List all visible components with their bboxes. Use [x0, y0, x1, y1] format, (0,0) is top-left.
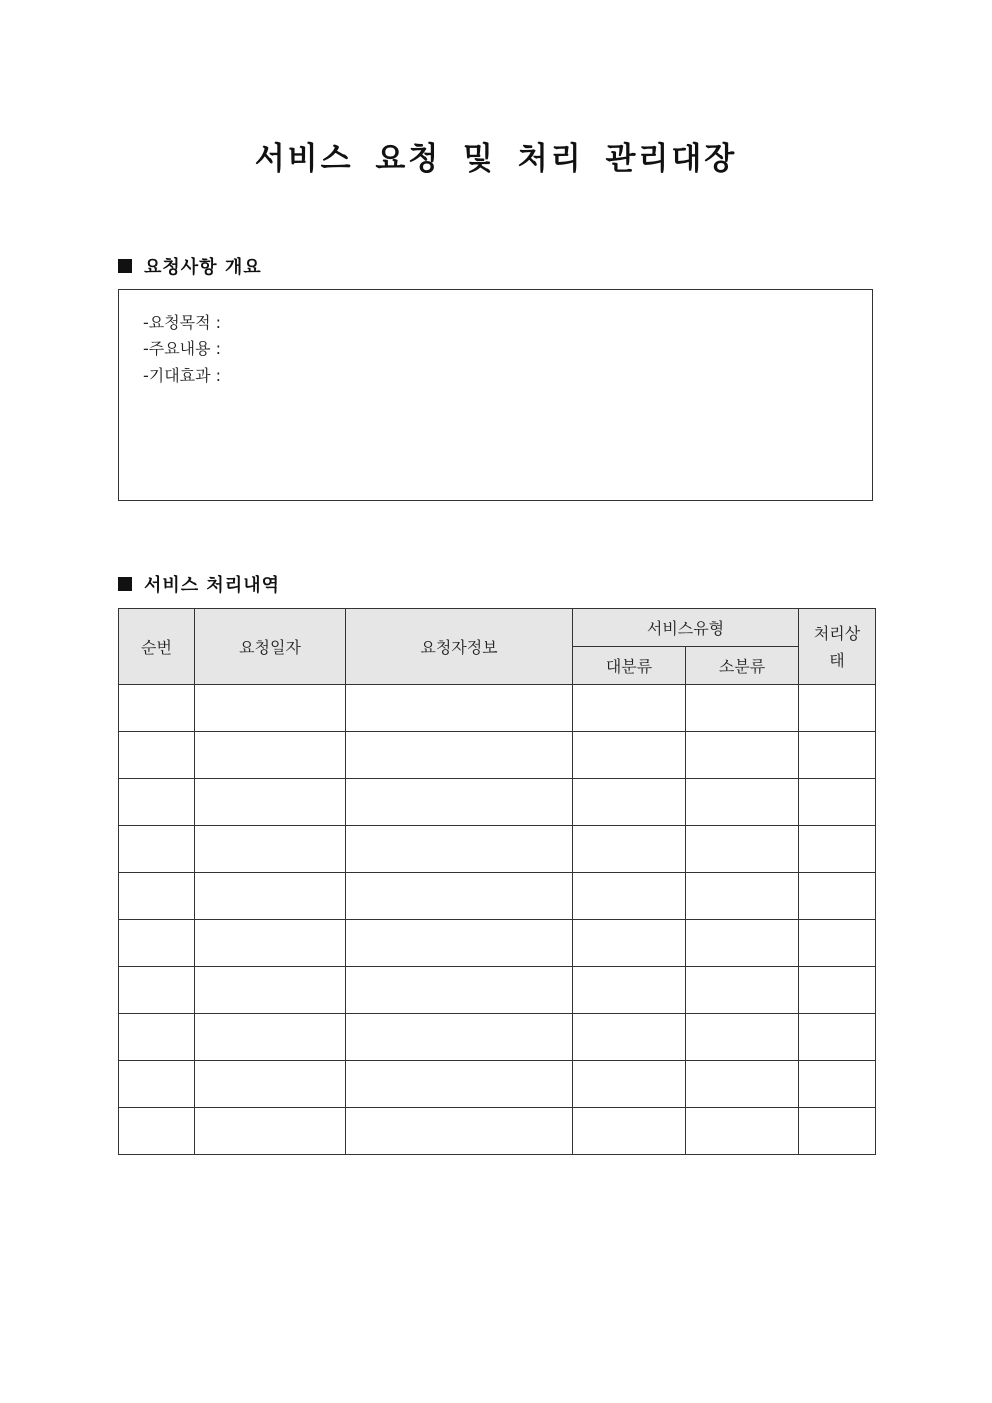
cell-status[interactable]: [799, 873, 876, 920]
cell-requester-info[interactable]: [346, 873, 573, 920]
cell-requester-info[interactable]: [346, 967, 573, 1014]
header-major-category: 대분류: [573, 647, 686, 685]
page-title: 서비스 요청 및 처리 관리대장: [254, 141, 738, 177]
cell-requester-info[interactable]: [346, 826, 573, 873]
cell-status[interactable]: [799, 1108, 876, 1155]
cell-seq[interactable]: [119, 685, 195, 732]
cell-major-category[interactable]: [573, 920, 686, 967]
cell-seq[interactable]: [119, 873, 195, 920]
header-status-line2: 태: [829, 650, 845, 670]
table-row: [119, 873, 876, 920]
cell-major-category[interactable]: [573, 1108, 686, 1155]
cell-status[interactable]: [799, 826, 876, 873]
cell-minor-category[interactable]: [686, 685, 799, 732]
cell-minor-category[interactable]: [686, 1061, 799, 1108]
cell-requester-info[interactable]: [346, 1061, 573, 1108]
cell-minor-category[interactable]: [686, 873, 799, 920]
header-minor-category: 소분류: [686, 647, 799, 685]
cell-requester-info[interactable]: [346, 779, 573, 826]
table-row: [119, 1061, 876, 1108]
cell-requester-info[interactable]: [346, 685, 573, 732]
cell-seq[interactable]: [119, 1061, 195, 1108]
cell-major-category[interactable]: [573, 732, 686, 779]
cell-major-category[interactable]: [573, 685, 686, 732]
cell-seq[interactable]: [119, 826, 195, 873]
cell-seq[interactable]: [119, 732, 195, 779]
cell-seq[interactable]: [119, 967, 195, 1014]
cell-major-category[interactable]: [573, 826, 686, 873]
cell-seq[interactable]: [119, 920, 195, 967]
records-heading: [118, 571, 280, 597]
table-row: [119, 826, 876, 873]
records-heading-label: 서비스 처리내역: [144, 575, 280, 596]
cell-minor-category[interactable]: [686, 1014, 799, 1061]
cell-status[interactable]: [799, 779, 876, 826]
cell-major-category[interactable]: [573, 1014, 686, 1061]
header-status-line1: 처리상: [813, 623, 861, 643]
cell-request-date[interactable]: [195, 873, 346, 920]
cell-minor-category[interactable]: [686, 732, 799, 779]
cell-status[interactable]: [799, 920, 876, 967]
cell-status[interactable]: [799, 685, 876, 732]
cell-request-date[interactable]: [195, 1061, 346, 1108]
table-row: [119, 1108, 876, 1155]
cell-status[interactable]: [799, 967, 876, 1014]
table-row: [119, 967, 876, 1014]
table-row: [119, 779, 876, 826]
cell-major-category[interactable]: [573, 967, 686, 1014]
cell-request-date[interactable]: [195, 1108, 346, 1155]
cell-minor-category[interactable]: [686, 779, 799, 826]
cell-major-category[interactable]: [573, 779, 686, 826]
cell-requester-info[interactable]: [346, 1014, 573, 1061]
cell-request-date[interactable]: [195, 1014, 346, 1061]
cell-request-date[interactable]: [195, 967, 346, 1014]
table-row: [119, 920, 876, 967]
overview-heading-label: 요청사항 개요: [144, 257, 262, 278]
table-row: [119, 732, 876, 779]
cell-seq[interactable]: [119, 1108, 195, 1155]
overview-line-effect: -기대효과 :: [143, 366, 222, 385]
records-table: [118, 608, 876, 1155]
table-row: [119, 685, 876, 732]
overview-line-content: -주요내용 :: [143, 339, 222, 358]
cell-request-date[interactable]: [195, 732, 346, 779]
cell-request-date[interactable]: [195, 685, 346, 732]
square-bullet-icon: [118, 577, 132, 591]
cell-major-category[interactable]: [573, 873, 686, 920]
cell-status[interactable]: [799, 732, 876, 779]
cell-requester-info[interactable]: [346, 732, 573, 779]
cell-major-category[interactable]: [573, 1061, 686, 1108]
header-request-date: 요청일자: [195, 609, 346, 685]
cell-seq[interactable]: [119, 779, 195, 826]
header-service-type: 서비스유형: [573, 609, 799, 647]
cell-seq[interactable]: [119, 1014, 195, 1061]
records-body: [119, 685, 876, 1155]
cell-minor-category[interactable]: [686, 826, 799, 873]
square-bullet-icon: [118, 259, 132, 273]
cell-requester-info[interactable]: [346, 920, 573, 967]
cell-status[interactable]: [799, 1061, 876, 1108]
header-status: [799, 609, 876, 685]
cell-minor-category[interactable]: [686, 1108, 799, 1155]
cell-status[interactable]: [799, 1014, 876, 1061]
cell-request-date[interactable]: [195, 920, 346, 967]
header-seq: 순번: [119, 609, 195, 685]
header-requester-info: 요청자정보: [346, 609, 573, 685]
cell-requester-info[interactable]: [346, 1108, 573, 1155]
overview-line-purpose: -요청목적 :: [143, 313, 222, 332]
overview-box[interactable]: [118, 289, 873, 501]
cell-minor-category[interactable]: [686, 920, 799, 967]
cell-request-date[interactable]: [195, 826, 346, 873]
cell-minor-category[interactable]: [686, 967, 799, 1014]
cell-request-date[interactable]: [195, 779, 346, 826]
table-row: [119, 1014, 876, 1061]
overview-heading: [118, 253, 262, 279]
